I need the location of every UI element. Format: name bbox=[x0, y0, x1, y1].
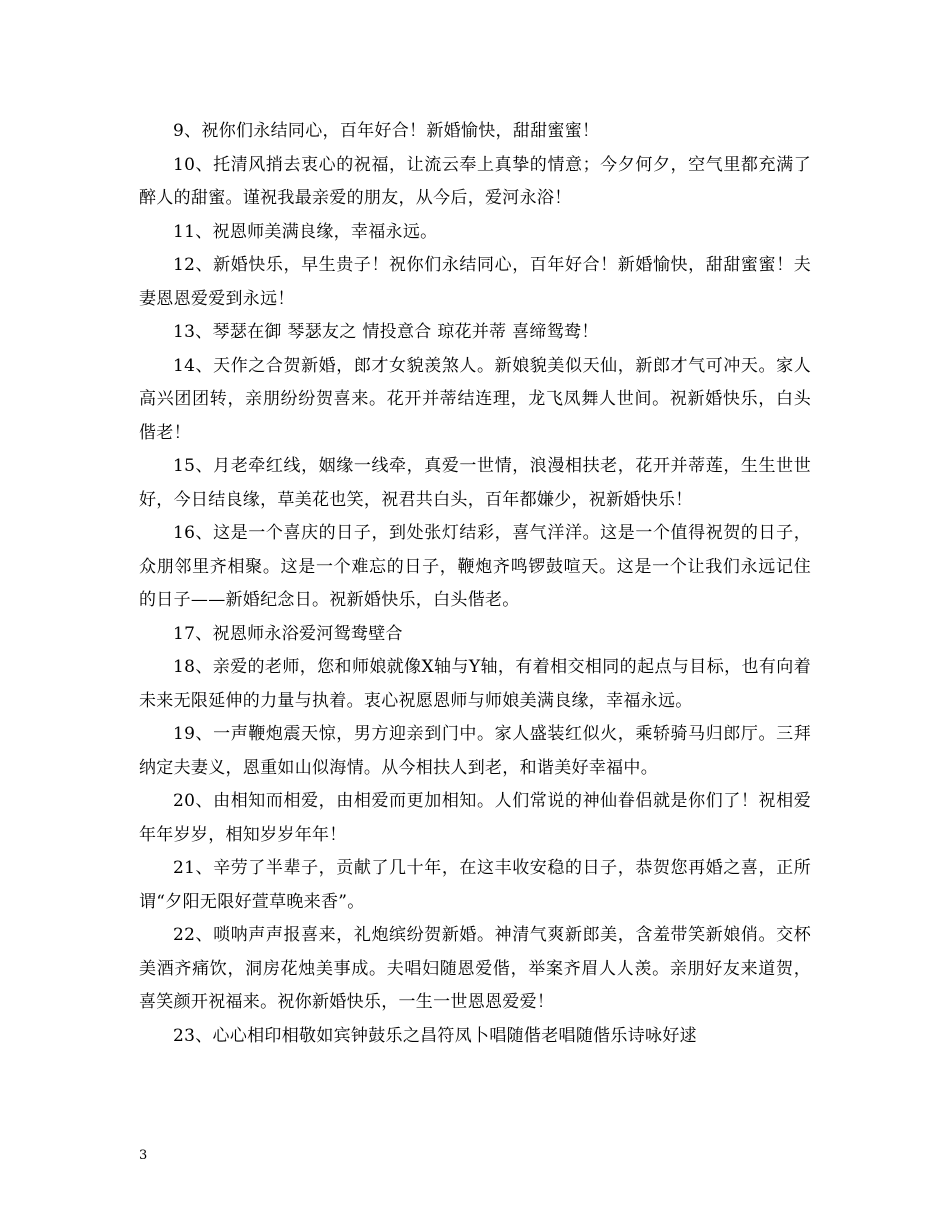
paragraph-17: 17、祝恩师永浴爱河鸳鸯壁合 bbox=[173, 623, 403, 644]
paragraph-11: 11、祝恩师美满良缘，幸福永远。 bbox=[173, 221, 438, 242]
page-number: 3 bbox=[139, 1148, 148, 1163]
paragraph-10: 10、托清风捎去衷心的祝福，让流云奉上真挚的情意；今夕何夕，空气里都充满了醉人的甜蜜。谨祝我最亲爱的朋友，从今后，爱河永浴！ bbox=[139, 154, 811, 208]
document-body bbox=[139, 115, 811, 1053]
paragraph-15: 15、月老牵红线，姻缘一线牵，真爱一世情，浪漫相扶老，花开并蒂莲，生生世世好，今日结良缘，草美花也笑，祝君共白头，百年都嫌少，祝新婚快乐！ bbox=[139, 456, 811, 510]
paragraph-18: 18、亲爱的老师，您和师娘就像X轴与Y轴，有着相交相同的起点与目标，也有向着未来无限延伸的力量与执着。衷心祝愿恩师与师娘美满良缘，幸福永远。 bbox=[139, 657, 811, 711]
paragraph-12: 12、新婚快乐，早生贵子！祝你们永结同心，百年好合！新婚愉快，甜甜蜜蜜！夫妻恩恩爱爱到永远！ bbox=[139, 255, 811, 309]
paragraph-13: 13、琴瑟在御 琴瑟友之 情投意合 琼花并蒂 喜缔鸳鸯！ bbox=[173, 322, 599, 342]
paragraph-20: 20、由相知而相爱，由相爱而更加相知。人们常说的神仙眷侣就是你们了！祝相爱年年岁岁，相知岁岁年年！ bbox=[139, 791, 811, 845]
paragraph-16: 16、这是一个喜庆的日子，到处张灯结彩，喜气洋洋。这是一个值得祝贺的日子，众朋邻里齐相聚。这是一个难忘的日子，鞭炮齐鸣锣鼓喧天。这是一个让我们永远记住的日子——新婚纪念日。祝新婚快乐，白头偕老。 bbox=[139, 523, 811, 610]
paragraph-14: 14、天作之合贺新婚，郎才女貌羡煞人。新娘貌美似天仙，新郎才气可冲天。家人高兴团团转，亲朋纷纷贺喜来。花开并蒂结连理，龙飞凤舞人世间。祝新婚快乐，白头偕老！ bbox=[139, 355, 811, 443]
paragraph-21: 21、辛劳了半辈子，贡献了几十年，在这丰收安稳的日子，恭贺您再婚之喜，正所谓“夕阳无限好萱草晚来香”。 bbox=[139, 858, 811, 912]
paragraph-23: 23、心心相印相敬如宾钟鼓乐之昌符凤卜唱随偕老唱随偕乐诗咏好逑 bbox=[173, 1025, 697, 1046]
paragraph-19: 19、一声鞭炮震天惊，男方迎亲到门中。家人盛装红似火，乘轿骑马归郎厅。三拜纳定夫妻义，恩重如山似海情。从今相扶人到老，和谐美好幸福中。 bbox=[139, 724, 811, 778]
paragraph-22: 22、唢呐声声报喜来，礼炮缤纷贺新婚。神清气爽新郎美，含羞带笑新娘俏。交杯美酒齐痛饮，洞房花烛美事成。夫唱妇随恩爱偕，举案齐眉人人羡。亲朋好友来道贺，喜笑颜开祝福来。祝你新婚快乐，一生一世恩恩爱爱！ bbox=[139, 925, 811, 1012]
paragraph-9: 9、祝你们永结同心，百年好合！新婚愉快，甜甜蜜蜜！ bbox=[173, 121, 600, 141]
